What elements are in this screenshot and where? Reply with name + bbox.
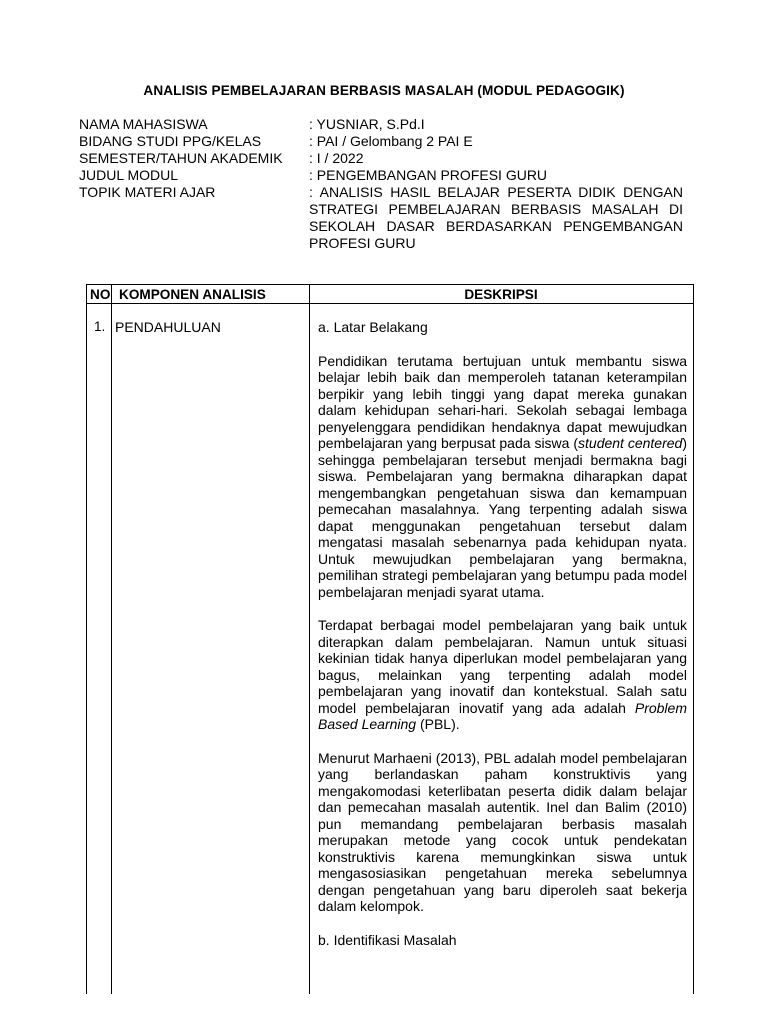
info-row-module bbox=[79, 167, 683, 184]
column-divider bbox=[111, 285, 112, 994]
paragraph-2-text: Terdapat berbagai model pembelajaran yang baik untuk diterapkan dalam pembelajaran. Namun untuk situasi kekinian tidak hanya diperlukan model pembelajaran yang bagus, melainkan yang terpenting adalah model pembelajaran yang inovatif dan kontekstual. Salah satu model pembelajaran inovatif yang ada adalah bbox=[318, 617, 687, 716]
header-no: NO bbox=[90, 287, 111, 302]
paragraph-3: Menurut Marhaeni (2013), PBL adalah model pembelajaran yang berlandaskan paham konstruktivis yang mengakomodasi keterlibatan peserta didik dalam belajar dan pemecahan masalah autentik. Inel dan Balim (2010) pun memandang pembelajaran berbasis masalah merupakan metode yang cocok untuk pendekatan konstruktivis karena memungkinkan siswa untuk mengasosiasikan pengetahuan mereka sebelumnya dengan pengetahuan yang baru diperoleh saat bekerja dalam kelompok. bbox=[318, 749, 687, 914]
subheading-background: a. Latar Belakang bbox=[318, 319, 428, 335]
info-row-field bbox=[79, 133, 683, 150]
header-description: DESKRIPSI bbox=[464, 287, 538, 302]
name-value: : YUSNIAR, S.Pd.I bbox=[309, 116, 425, 132]
identity-block bbox=[79, 116, 683, 252]
row-component: PENDAHULUAN bbox=[115, 319, 221, 335]
topic-value: : ANALISIS HASIL BELAJAR PESERTA DIDIK DENGAN STRATEGI PEMBELAJARAN BERBASIS MASALAH DI SEKOLAH DASAR BERDASARKAN PENGEMBANGAN PROFESI GURU bbox=[309, 184, 683, 251]
paragraph-1-text-end: ) sehingga pembelajaran tersebut menjadi bermakna bagi siswa. Pembelajaran yang bermakna diharapkan dapat mengembangkan pengetahuan siswa dan kemampuan pemecahan masalahnya. Yang terpenting adalah siswa dapat menggunakan pengetahuan tersebut dalam mengatasi masalah sebenarnya pada kehidupan nyata. Untuk mewujudkan pembelajaran yang bermakna, pemilihan strategi pembelajaran yang betumpu pada model pembelajaran menjadi syarat utama. bbox=[318, 435, 687, 600]
header-component: KOMPONEN ANALISIS bbox=[119, 287, 266, 302]
module-value: : PENGEMBANGAN PROFESI GURU bbox=[309, 167, 548, 183]
row-description bbox=[318, 319, 687, 948]
paragraph-2 bbox=[318, 617, 687, 733]
paragraph-1 bbox=[318, 353, 687, 601]
header-divider bbox=[87, 303, 693, 304]
document-title: ANALISIS PEMBELAJARAN BERBASIS MASALAH (MODUL PEDAGOGIK) bbox=[143, 83, 625, 98]
paragraph-2-italic: Problem Based Learning bbox=[318, 699, 687, 732]
paragraph-1-text: Pendidikan terutama bertujuan untuk membantu siswa belajar lebih baik dan memperoleh tatanan keterampilan berpikir yang lebih tinggi yang dapat mereka gunakan dalam kehidupan sehari-hari. Sekolah sebagai lembaga penyelenggara pendidikan hendaknya dapat mewujudkan pembelajaran yang berpusat pada siswa ( bbox=[318, 352, 687, 451]
topic-label: TOPIK MATERI AJAR bbox=[79, 184, 216, 200]
info-row-semester bbox=[79, 150, 683, 167]
paragraph-2-text-end: (PBL). bbox=[416, 716, 460, 732]
name-label: NAMA MAHASISWA bbox=[79, 116, 208, 132]
info-row-name bbox=[79, 116, 683, 133]
info-row-topic bbox=[79, 184, 683, 252]
column-divider bbox=[309, 285, 310, 994]
module-label: JUDUL MODUL bbox=[79, 167, 179, 183]
analysis-table bbox=[86, 284, 694, 994]
semester-value: : I / 2022 bbox=[309, 150, 364, 166]
paragraph-1-italic: student centered bbox=[578, 435, 683, 451]
row-number: 1. bbox=[94, 319, 106, 334]
subheading-problem-identification: b. Identifikasi Masalah bbox=[318, 931, 457, 948]
field-value: : PAI / Gelombang 2 PAI E bbox=[309, 133, 473, 149]
semester-label: SEMESTER/TAHUN AKADEMIK bbox=[79, 150, 283, 166]
field-label: BIDANG STUDI PPG/KELAS bbox=[79, 133, 262, 149]
